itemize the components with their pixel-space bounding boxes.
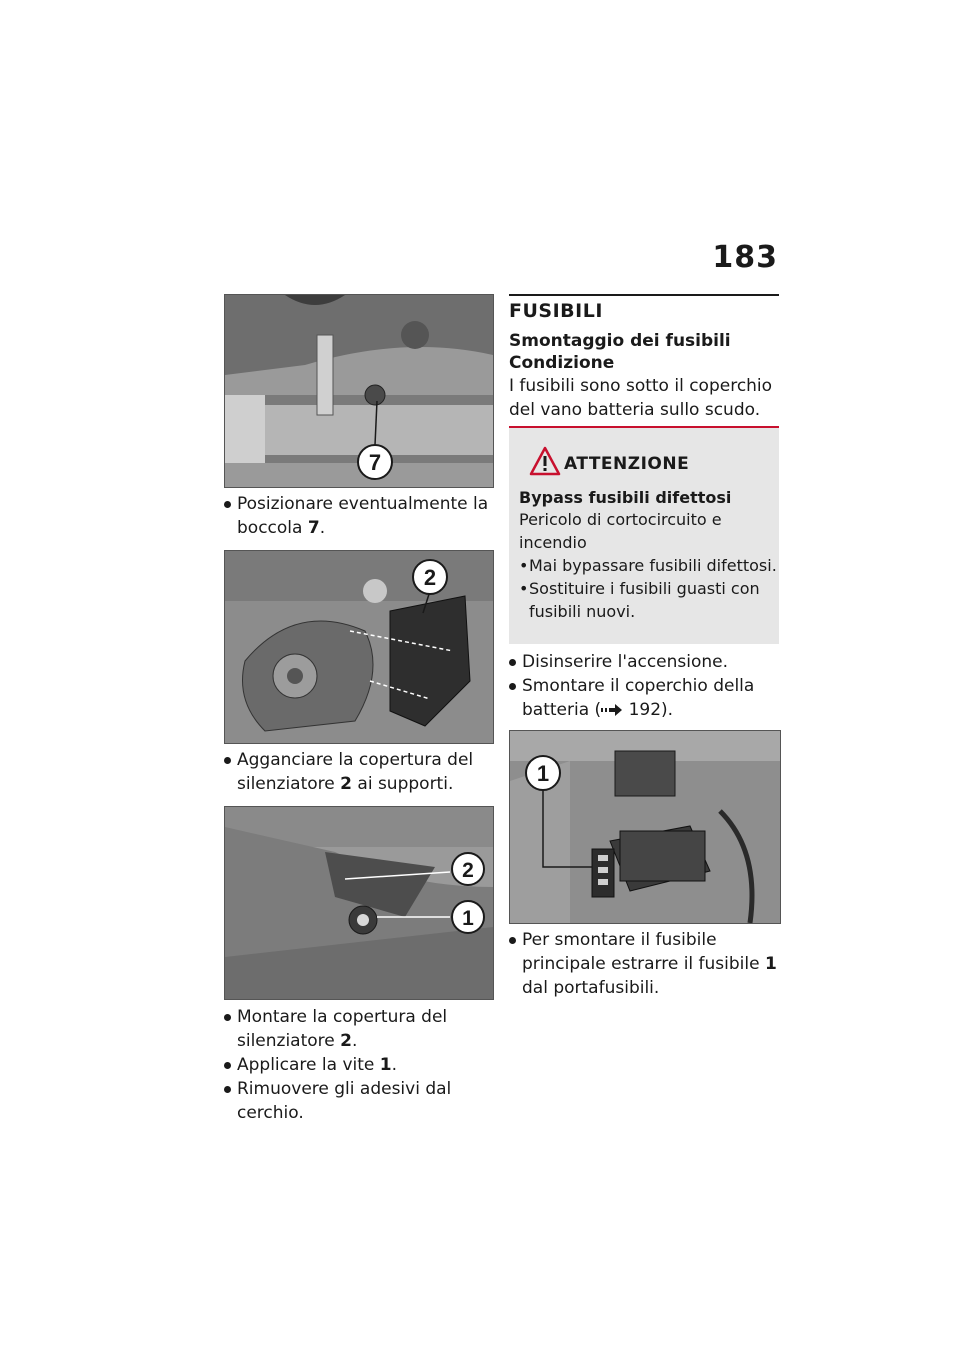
condition-text: I fusibili sono sotto il coperchio del vano batteria sullo scudo. — [509, 376, 773, 420]
callout-7: 7 — [368, 450, 382, 475]
step-list-1 — [224, 492, 494, 540]
callout-2: 2 — [462, 859, 474, 882]
warning-triangle-icon — [529, 446, 561, 476]
list-item: Per smontare il fusibile principale estrarre il fusibile 1 dal portafusibili. — [509, 928, 779, 1000]
callout-2: 2 — [423, 565, 437, 590]
list-item: Montare la copertura del silenziatore 2. — [224, 1005, 494, 1053]
callout-1: 1 — [462, 907, 474, 930]
list-item: Agganciare la copertura del silenziatore 2 ai supporti. — [224, 748, 494, 796]
callout-1: 1 — [536, 761, 550, 786]
page-reference-link[interactable]: 192 — [628, 700, 662, 720]
muffler-screw-figure — [224, 806, 494, 1000]
list-item: • Mai bypassare fusibili difettosi. — [519, 554, 777, 577]
subtitle: Smontaggio dei fusibili — [509, 331, 731, 351]
step-list-2 — [224, 748, 494, 796]
step-list-5 — [509, 928, 779, 1000]
fuse-box-figure — [509, 730, 781, 924]
warning-text: Pericolo di cortocircuito e incendio — [519, 510, 722, 552]
step-list-3 — [224, 1005, 494, 1125]
section-title: FUSIBILI — [509, 300, 603, 322]
step-list-4 — [509, 650, 779, 722]
warning-list — [519, 554, 777, 623]
warning-box — [509, 426, 779, 644]
list-item: Disinserire l'accensione. — [509, 650, 779, 674]
list-item: Rimuovere gli adesivi dal cerchio. — [224, 1077, 494, 1125]
list-item: Applicare la vite 1. — [224, 1053, 494, 1077]
muffler-cover-figure — [224, 550, 494, 744]
condition-label: Condizione — [509, 353, 615, 373]
exhaust-bushing-figure — [224, 294, 494, 488]
list-item: • Sostituire i fusibili guasti con fusibili nuovi. — [519, 577, 777, 623]
warning-title: Bypass fusibili difettosi — [519, 488, 732, 507]
page-arrow-icon — [601, 704, 623, 716]
list-item: Posizionare eventualmente la boccola 7. — [224, 492, 494, 540]
page-number: 183 — [712, 240, 778, 275]
list-item: Smontare il coperchio della batteria ( 192). — [509, 674, 779, 722]
warning-heading: ATTENZIONE — [564, 454, 690, 474]
section-rule — [509, 294, 779, 296]
